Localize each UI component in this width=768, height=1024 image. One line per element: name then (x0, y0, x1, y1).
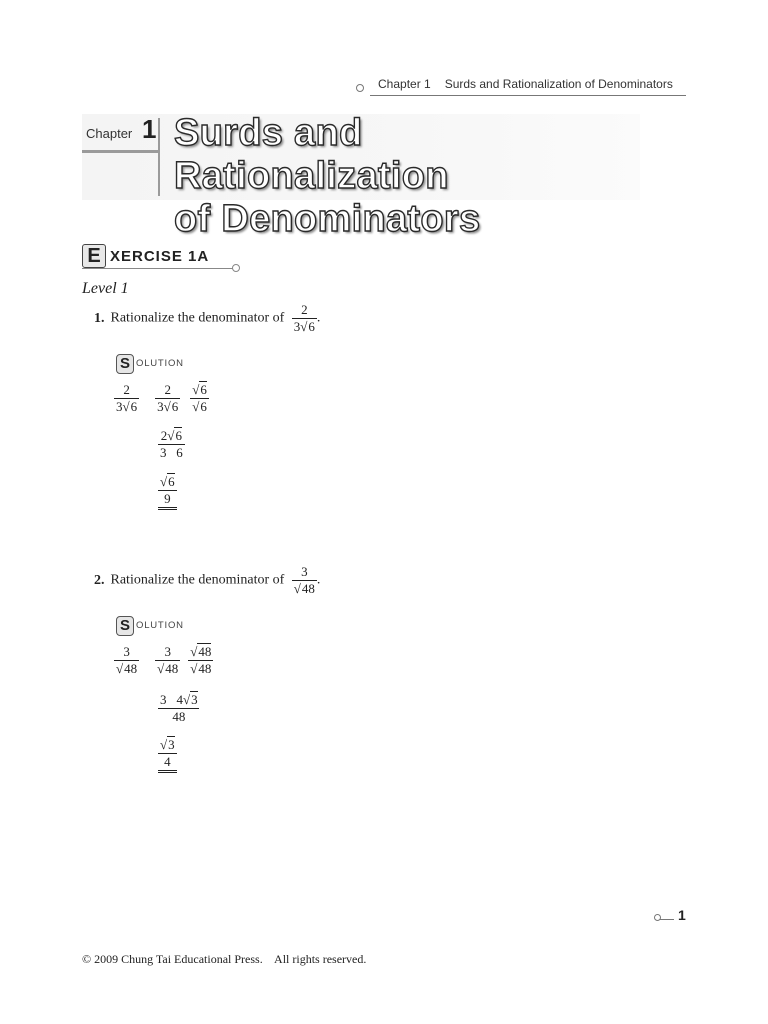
exercise-rule (82, 268, 234, 269)
question-1-number: 1. (94, 310, 105, 326)
solution-label-1 (116, 354, 196, 374)
solution-label-text: OLUTION (136, 620, 184, 631)
q1-step-1-lhs: $\frac{2}{3√6}$ (116, 382, 138, 414)
q1-step-2: $\frac{2√6}{3 6}$ (160, 428, 183, 460)
exercise-initial-icon: E (82, 244, 106, 268)
header-bullet-icon (356, 84, 364, 92)
question-1-prompt: Rationalize the denominator of (110, 310, 285, 326)
question-2-prompt: Rationalize the denominator of (110, 572, 285, 588)
q2-step-3 (158, 737, 177, 773)
chapter-divider (158, 118, 160, 196)
chapter-number: 1 (142, 114, 157, 144)
q2-step-1-lhs: $\frac{3}{√48}$ (116, 644, 138, 676)
q1-step-1-term-a: $\frac{2}{3√6}$ (157, 382, 179, 414)
chapter-banner (82, 112, 640, 240)
solution-label-2 (116, 616, 196, 636)
q1-step-1-term-b: $\frac{√6}{√6}$ (192, 382, 207, 414)
chapter-rule (82, 150, 158, 153)
solution-initial-icon: S (116, 354, 134, 374)
running-header (356, 76, 686, 96)
chapter-title-line2: of Denominators (174, 198, 481, 240)
question-2-fraction: $\frac{3}{√48}$ (293, 564, 315, 596)
q2-step-1-term-a: $\frac{3}{√48}$ (157, 644, 179, 676)
exercise-rule-dot (232, 264, 240, 272)
page-number (654, 907, 694, 927)
chapter-title-line1: Surds and Rationalization (174, 112, 449, 197)
solution-label-text: OLUTION (136, 358, 184, 369)
chapter-title (174, 112, 640, 241)
q2-step-1-term-b: $\frac{√48}{√48}$ (190, 644, 212, 676)
q1-answer: $\frac{√6}{9}$ (158, 474, 177, 510)
exercise-heading (82, 244, 242, 270)
running-header-chapter: Chapter 1 (378, 77, 431, 91)
copyright-notice: © 2009 Chung Tai Educational Press. All rights reserved. (82, 952, 367, 966)
exercise-label: XERCISE 1A (110, 248, 210, 265)
solution-initial-icon: S (116, 616, 134, 636)
question-2-number: 2. (94, 572, 105, 588)
question-1: 1. Rationalize the denominator of $\frac{2}{3√6}$ . (94, 302, 321, 334)
question-2: 2. Rationalize the denominator of $\frac{3}{√48}$ . (94, 564, 321, 596)
page-number-text: 1 (678, 907, 686, 923)
level-heading: Level 1 (82, 280, 129, 297)
question-1-fraction: $\frac{2}{3√6}$ (293, 302, 315, 334)
q1-step-1 (114, 382, 209, 415)
q2-answer: $\frac{√3}{4}$ (158, 737, 177, 773)
q1-step-3 (158, 474, 177, 510)
header-rule (370, 95, 686, 96)
page-number-rule (660, 919, 674, 920)
chapter-word: Chapter (86, 126, 133, 141)
q2-step-2: $\frac{3 4√3}{48}$ (160, 692, 198, 724)
q2-step-1 (114, 644, 213, 677)
running-header-title: Surds and Rationalization of Denominators (444, 77, 673, 91)
